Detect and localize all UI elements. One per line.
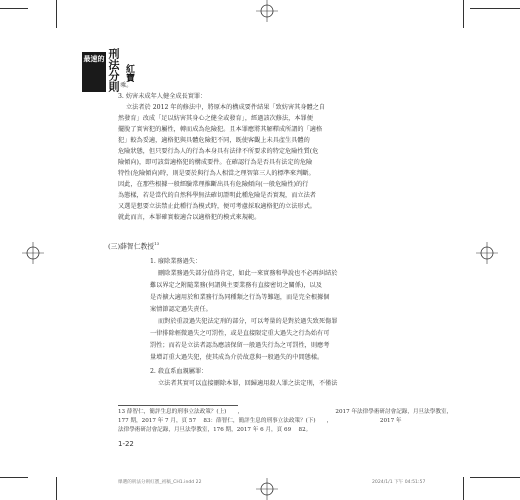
item2-title: 2. 殺直系血親屬罪：: [150, 368, 208, 375]
registration-mark-left: [22, 242, 44, 264]
item1-line: 難以界定之附隨業務(何謂與主要業務有直接密切之關係)，以及: [150, 282, 322, 289]
para3-line: 特性(危險傾向)時，則是要於與行為人相當之理智第三人的標準來判斷。: [118, 170, 315, 177]
para3-line: 擺脫了實害犯的屬性，轉而成為危險犯。且本罪應將其解釋成所謂的「適格: [118, 126, 323, 133]
para3-line: 又選是想要立法禁止此種行為模式時，便可考慮採取適格犯的立法形式。: [118, 203, 316, 210]
registration-mark-bottom: [256, 478, 278, 500]
item1-line: 案情節認定過失責任。: [150, 306, 212, 313]
para3-line: 險傾向)，即可該當適格犯的構成要件。在確認行為是否具有法定的危險: [118, 159, 313, 166]
logo-badge: 最速的: [82, 52, 106, 92]
footnote-ref: 13: [154, 241, 160, 246]
item1-line: 罰性；而若是立法者認為應該保留一般過失行為之可罰性，則應考: [150, 342, 330, 349]
item1-line: 是否擴大適用於和業務行為同種類之行為等難題，而是完全根據個: [150, 294, 330, 301]
para3-line: 為態樣，若是當代的自然科學無法確切證明此種危險是否實現，而立法者: [118, 192, 316, 199]
item1-title: 1. 廢除業務過失：: [150, 258, 202, 265]
para3-line: 然發育」改成「足以妨害其身心之健全或發育」，經過該次修法，本罪便: [118, 115, 313, 122]
para3-line: 危險狀態，但只要行為人的行為本身具有法律不所要求的特定危險性質(危: [118, 148, 319, 155]
footnote-line: 177 期，2017 年 7 月，頁 57 83：薛智仁，簡評生息的刑事立法政策？(下) ， 2017 年: [118, 418, 402, 424]
registration-mark-right: [476, 242, 498, 264]
item1-line: 量增訂重大過失犯，使其成為介於故意與一般過失的中間態樣。: [150, 354, 324, 361]
registration-mark-top: [256, 0, 278, 22]
item1-line: 而對於重設過失犯法定刑的部分，可以考量的是對於過失致死傷罪: [158, 318, 338, 325]
para3-line: 犯」較為妥適，適格犯與具體危險犯不同，既使客觀上未具產生具體的: [118, 137, 310, 144]
footnote-divider: [118, 405, 238, 406]
para3-line: 立法者於 2012 年的修法中，將原本的構成要件結果「致妨害其身體之自: [126, 104, 326, 111]
slug-datetime: 2024/1/1 下午 04:51:57: [372, 480, 426, 485]
line-a: 乘。: [120, 82, 133, 89]
logo-title: 刑法分則: [107, 48, 120, 92]
item3-title: 3. 妨害未成年人健全成長實罪：: [118, 93, 207, 100]
item1-line: 刪除業務過失部分值得肯定，如此一來實務和學說也不必再糾結於: [158, 270, 338, 277]
slug-file: 爆選的刑法分則紅寶_初稿_CH1.indd 22: [118, 480, 202, 485]
para3-line: 因此，在那些根據一般經驗常理推斷出具有危險傾向(一般危險性)的行: [118, 181, 309, 188]
para3-line: 就此而言，本罪確實較適合以適格犯的模式來規範。: [118, 214, 261, 221]
section-title-text: (三)薛智仁教授: [108, 242, 155, 251]
footnote-line: 13 薛智仁，簡評生息的刑事立法政策？(上) ， 2017 年法律學術研討會記錄，月旦法學教室，: [118, 409, 453, 415]
section-title: [108, 238, 406, 252]
footnote-line: 法律學術研討會記錄，月旦法學教室，176 期，2017 年 6 月，頁 69 82。: [118, 427, 312, 433]
logo-suffix: 紅寶: [124, 64, 134, 82]
item2-line: 立法者其實可以直接刪除本罪，回歸適用殺人罪之法定刑，不僅法: [158, 380, 338, 387]
page-number: 1-22: [118, 440, 134, 448]
item1-line: 一律排除輕微過失之可罰性，或是直接限定重大過失之行為始有可: [150, 330, 330, 337]
